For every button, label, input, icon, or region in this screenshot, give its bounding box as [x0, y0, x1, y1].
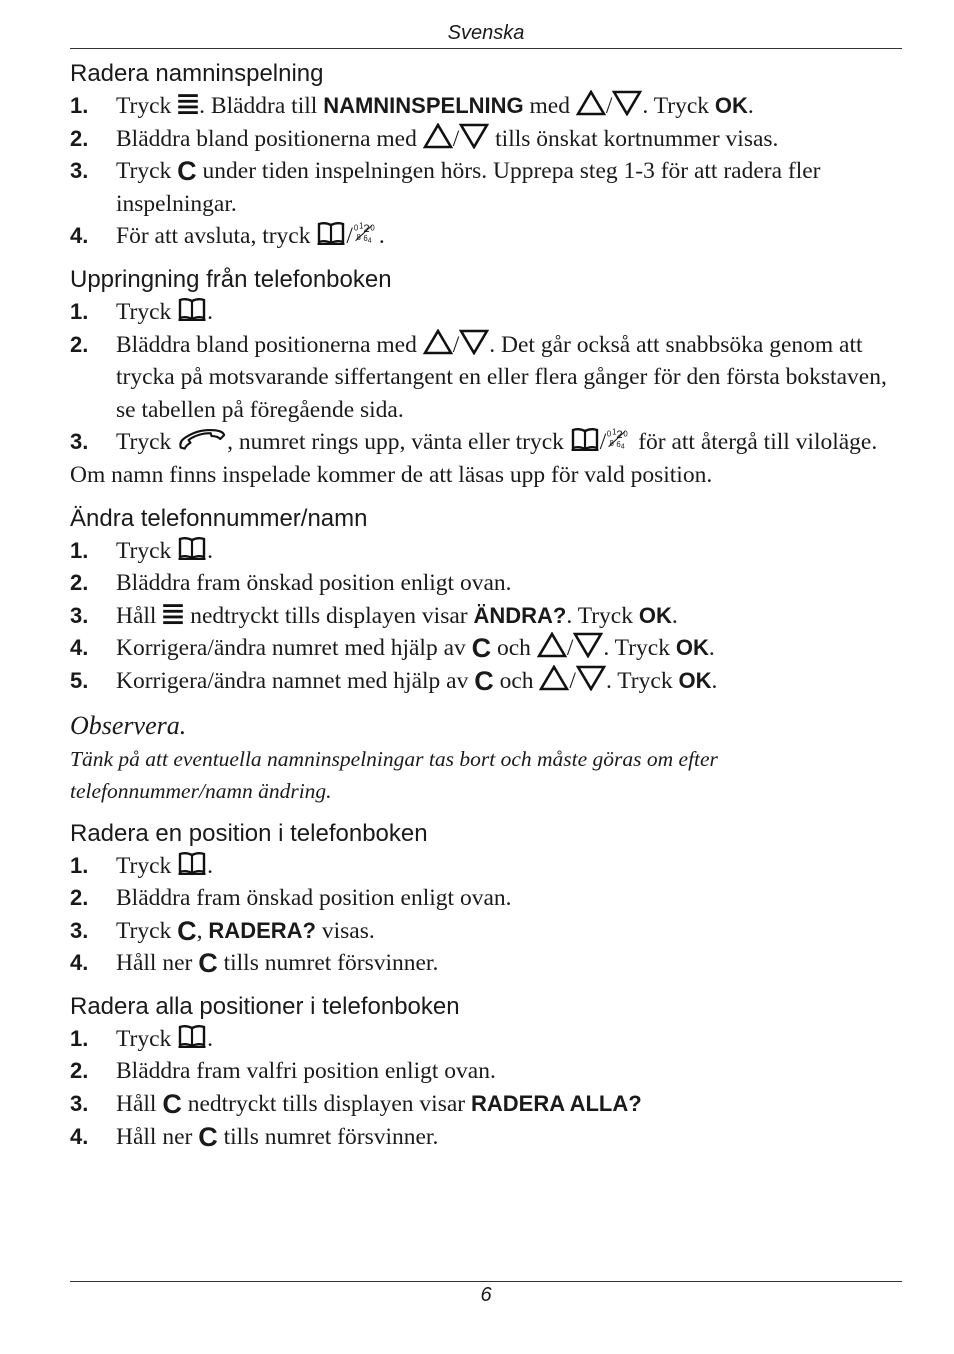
step-text: Korrigera/ändra numret med hjälp av — [116, 635, 472, 662]
up-arrow-icon — [576, 90, 606, 116]
step-text: Tryck — [116, 429, 178, 456]
page-number: 6 — [480, 1284, 492, 1306]
phonebook-icon — [570, 426, 600, 452]
document-body — [70, 58, 902, 1164]
step-number: 5. — [70, 667, 89, 693]
up-arrow-icon — [423, 329, 453, 355]
step-text: . Tryck — [605, 667, 679, 694]
step-text: Tryck — [116, 93, 178, 119]
step-text: Håll ner — [116, 950, 199, 977]
step-text: . — [207, 537, 214, 564]
menu-icon — [162, 602, 184, 626]
step-number: 2. — [70, 331, 89, 357]
step-text: . — [207, 852, 214, 879]
down-arrow-icon — [612, 90, 642, 116]
keypad-lock-icon — [353, 220, 379, 246]
step-number: 3. — [70, 429, 89, 455]
step-text: Bläddra fram önskad position enligt ovan. — [116, 570, 512, 597]
step-number: 1. — [70, 537, 89, 563]
step-number: 2. — [70, 885, 89, 911]
step-text: . — [747, 93, 754, 119]
phonebook-icon — [316, 220, 346, 246]
step-text: Tryck — [116, 158, 178, 185]
step — [70, 947, 902, 980]
step-text: för att återgå till viloläge. — [632, 429, 878, 456]
display-text: RADERA? — [208, 917, 316, 943]
step — [70, 1055, 902, 1088]
step-text: / — [605, 93, 613, 119]
keypad-lock-icon — [606, 426, 632, 452]
step-text: . Tryck — [566, 602, 639, 629]
section-delete-name-recording — [70, 58, 902, 253]
step-number: 3. — [70, 917, 89, 943]
step — [70, 329, 902, 427]
step-number: 4. — [70, 223, 89, 249]
step — [70, 632, 902, 665]
section-note: Om namn finns inspelade kommer de att läsas upp för vald position. — [70, 461, 713, 488]
step-text: visas. — [315, 917, 375, 944]
down-arrow-icon — [459, 329, 489, 355]
step-text: och — [493, 667, 540, 694]
up-arrow-icon — [539, 665, 569, 691]
step-text: . — [207, 1025, 214, 1052]
display-text: NAMNINSPELNING — [323, 93, 524, 118]
step-number: 1. — [70, 298, 89, 324]
step-text: tills numret försvinner. — [217, 950, 439, 977]
step-text: Håll — [116, 602, 163, 629]
step-text: . — [378, 223, 385, 250]
step — [70, 1023, 902, 1056]
menu-icon — [177, 92, 199, 116]
phonebook-icon — [177, 850, 207, 876]
clear-key-icon: C — [471, 633, 492, 664]
step — [70, 220, 902, 253]
step-text: / — [452, 331, 460, 358]
phonebook-icon — [177, 535, 207, 561]
step — [70, 882, 902, 915]
header-rule — [70, 48, 902, 49]
step-text: Bläddra bland positionerna med — [116, 125, 423, 152]
step-text: / — [569, 667, 576, 694]
key-label: OK — [678, 667, 712, 693]
clear-key-icon: C — [177, 915, 197, 946]
footer-rule — [70, 1281, 902, 1282]
section-title: Uppringning från telefonboken — [70, 265, 392, 293]
step-text: Håll — [116, 1091, 163, 1118]
step-text: Tryck — [116, 1025, 178, 1052]
step-text: / — [566, 635, 574, 662]
step-text: . — [671, 602, 678, 629]
step — [70, 1121, 902, 1154]
call-handset-icon — [177, 426, 227, 452]
step-text: Tryck — [116, 298, 178, 325]
step-text: För att avsluta, tryck — [116, 223, 317, 250]
step — [70, 915, 902, 948]
section-dial-from-phonebook — [70, 264, 902, 492]
step — [70, 567, 902, 600]
step-text: Bläddra fram valfri position enligt ovan. — [116, 1058, 496, 1085]
step-text: tills numret försvinner. — [217, 1123, 439, 1150]
step — [70, 90, 902, 123]
step-number: 1. — [70, 93, 89, 118]
clear-key-icon: C — [198, 1121, 218, 1152]
section-title: Radera en position i telefonboken — [70, 819, 428, 847]
section-title: Radera alla positioner i telefonboken — [70, 992, 460, 1020]
down-arrow-icon — [573, 632, 603, 658]
step-text: . Bläddra till — [199, 93, 324, 119]
step-text: Tryck — [116, 852, 178, 879]
step-text: under tiden inspelningen hörs. Upprepa steg 1-3 för att radera fler inspelningar. — [116, 158, 821, 217]
step-text: . Tryck — [603, 635, 676, 662]
step-number: 1. — [70, 1025, 89, 1051]
phonebook-icon — [177, 296, 207, 322]
step — [70, 1088, 902, 1121]
phonebook-icon — [177, 1023, 207, 1049]
step-text: nedtryckt tills displayen visar — [184, 602, 474, 629]
step — [70, 155, 902, 220]
step-text: . Tryck — [642, 93, 715, 119]
step-text: / — [452, 125, 460, 152]
section-delete-position — [70, 818, 902, 980]
clear-key-icon: C — [474, 665, 494, 696]
section-edit-number-name — [70, 503, 902, 698]
step-text: Bläddra bland positionerna med — [116, 331, 423, 358]
step-text: nedtryckt tills displayen visar — [181, 1091, 471, 1118]
up-arrow-icon — [423, 123, 453, 149]
step-number: 1. — [70, 852, 89, 878]
key-label: OK — [638, 602, 672, 628]
clear-key-icon: C — [198, 948, 218, 979]
step-number: 2. — [70, 1058, 89, 1084]
step-text: . — [711, 667, 718, 694]
step-number: 4. — [70, 950, 89, 976]
section-delete-all-positions — [70, 991, 902, 1153]
note-title: Observera. — [70, 710, 187, 740]
step-text: Korrigera/ändra namnet med hjälp av — [116, 667, 475, 694]
step-number: 4. — [70, 635, 89, 661]
step-number: 3. — [70, 602, 89, 628]
step-text: tills önskat kortnummer visas. — [489, 125, 779, 152]
step-text: . — [207, 298, 214, 325]
step-text: / — [599, 429, 607, 456]
step — [70, 426, 902, 459]
step-text: . Det går också att snabbsöka genom att trycka på motsvarande siffertangent en eller flera gånger för den första bokstaven, se tabellen på föregående sida. — [116, 331, 887, 423]
step — [70, 665, 902, 698]
clear-key-icon: C — [162, 1089, 182, 1120]
step-text: Tryck — [116, 537, 178, 564]
section-title: Radera namninspelning — [70, 60, 324, 87]
step — [70, 535, 902, 568]
step-number: 2. — [70, 125, 89, 151]
step — [70, 600, 902, 633]
display-text: RADERA ALLA? — [470, 1091, 642, 1117]
step-number: 3. — [70, 1091, 89, 1117]
step-text: med — [523, 93, 576, 119]
step-text: / — [346, 223, 353, 250]
key-label: OK — [675, 635, 709, 661]
step-text: Tryck — [116, 917, 178, 944]
step-text: Bläddra fram önskad position enligt ovan. — [116, 885, 512, 912]
up-arrow-icon — [537, 632, 567, 658]
step-text: . — [708, 635, 715, 662]
step-text: , — [196, 917, 209, 944]
step — [70, 296, 902, 329]
note-text: Tänk på att eventuella namninspelningar tas bort och måste göras om efter telefonnummer/namn ändring. — [70, 746, 718, 803]
page-header-language: Svenska — [447, 22, 525, 44]
down-arrow-icon — [576, 665, 606, 691]
step — [70, 850, 902, 883]
display-text: ÄNDRA? — [473, 602, 567, 628]
step-number: 4. — [70, 1123, 89, 1149]
step-text: , numret rings upp, vänta eller tryck — [227, 429, 570, 456]
step-number: 3. — [70, 158, 89, 184]
step-text: Håll ner — [116, 1123, 199, 1150]
key-label: OK — [714, 93, 748, 118]
clear-key-icon: C — [177, 156, 197, 187]
down-arrow-icon — [459, 123, 489, 149]
step-text: och — [491, 635, 537, 662]
step-number: 2. — [70, 570, 89, 596]
step — [70, 123, 902, 156]
section-title: Ändra telefonnummer/namn — [70, 504, 368, 532]
